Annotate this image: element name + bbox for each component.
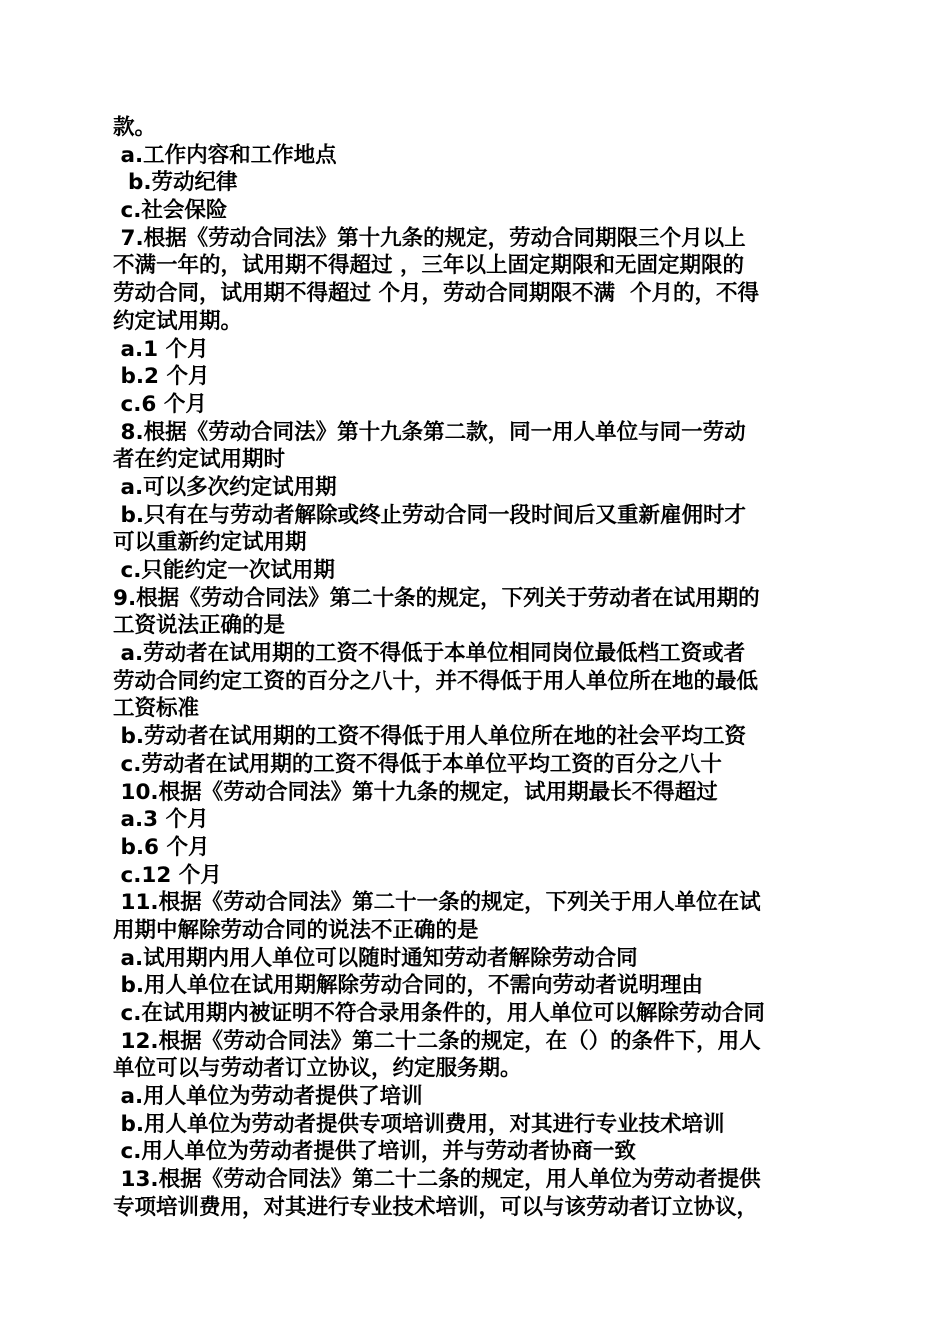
question-line: 13.根据《劳动合同法》第二十二条的规定，用人单位为劳动者提供 <box>113 1167 761 1193</box>
option-line: a.3 个月 <box>113 807 209 833</box>
option-line: c.劳动者在试用期的工资不得低于本单位平均工资的百分之八十 <box>113 751 722 777</box>
question-line: 用期中解除劳动合同的说法不正确的是 <box>113 917 479 943</box>
option-line: a.试用期内用人单位可以随时通知劳动者解除劳动合同 <box>113 945 638 971</box>
option-line: c.用人单位为劳动者提供了培训，并与劳动者协商一致 <box>113 1139 636 1165</box>
question-line: 12.根据《劳动合同法》第二十二条的规定，在（）的条件下，用人 <box>113 1028 761 1054</box>
option-line: 可以重新约定试用期 <box>113 530 307 556</box>
question-line: 者在约定试用期时 <box>113 447 286 473</box>
document-page <box>113 114 843 1222</box>
option-line: b.用人单位在试用期解除劳动合同的，不需向劳动者说明理由 <box>113 973 704 999</box>
question-line: 8.根据《劳动合同法》第十九条第二款，同一用人单位与同一劳动 <box>113 419 746 445</box>
question-line: 11.根据《劳动合同法》第二十一条的规定，下列关于用人单位在试 <box>113 890 761 916</box>
option-line: c.在试用期内被证明不符合录用条件的，用人单位可以解除劳动合同 <box>113 1001 765 1026</box>
option-line: 劳动合同约定工资的百分之八十，并不得低于用人单位所在地的最低 <box>113 668 759 694</box>
question-line: 10.根据《劳动合同法》第十九条的规定，试用期最长不得超过 <box>113 779 718 805</box>
option-line: b.劳动者在试用期的工资不得低于用人单位所在地的社会平均工资 <box>113 724 747 750</box>
option-line: b.2 个月 <box>113 364 210 390</box>
option-line: b.劳动纪律 <box>113 170 238 196</box>
option-line: b.只有在与劳动者解除或终止劳动合同一段时间后又重新雇佣时才 <box>113 502 747 528</box>
text-line: 款。 <box>113 115 157 140</box>
question-line: 9.根据《劳动合同法》第二十条的规定，下列关于劳动者在试用期的 <box>113 585 760 611</box>
question-line: 工资说法正确的是 <box>113 613 286 639</box>
option-line: a.劳动者在试用期的工资不得低于本单位相同岗位最低档工资或者 <box>113 641 746 667</box>
question-line: 专项培训费用，对其进行专业技术培训，可以与该劳动者订立协议， <box>113 1194 759 1220</box>
question-line: 单位可以与劳动者订立协议，约定服务期。 <box>113 1056 522 1082</box>
question-line: 不满一年的，试用期不得超过 ，三年以上固定期限和无固定期限的 <box>113 253 744 279</box>
option-line: c.只能约定一次试用期 <box>113 558 335 583</box>
option-line: c.社会保险 <box>113 198 228 224</box>
option-line: c.12 个月 <box>113 862 222 888</box>
option-line: a.工作内容和工作地点 <box>113 142 337 168</box>
question-line: 7.根据《劳动合同法》第十九条的规定，劳动合同期限三个月以上 <box>113 225 746 251</box>
option-line: a.可以多次约定试用期 <box>113 474 337 500</box>
option-line: 工资标准 <box>113 696 200 722</box>
option-line: a.1 个月 <box>113 336 209 362</box>
option-line: b.用人单位为劳动者提供专项培训费用，对其进行专业技术培训 <box>113 1111 725 1137</box>
option-line: b.6 个月 <box>113 834 210 860</box>
option-line: c.6 个月 <box>113 391 207 417</box>
option-line: a.用人单位为劳动者提供了培训 <box>113 1084 423 1110</box>
question-line: 约定试用期。 <box>113 308 243 334</box>
question-line: 劳动合同，试用期不得超过 个月，劳动合同期限不满 个月的，不得 <box>113 281 759 307</box>
